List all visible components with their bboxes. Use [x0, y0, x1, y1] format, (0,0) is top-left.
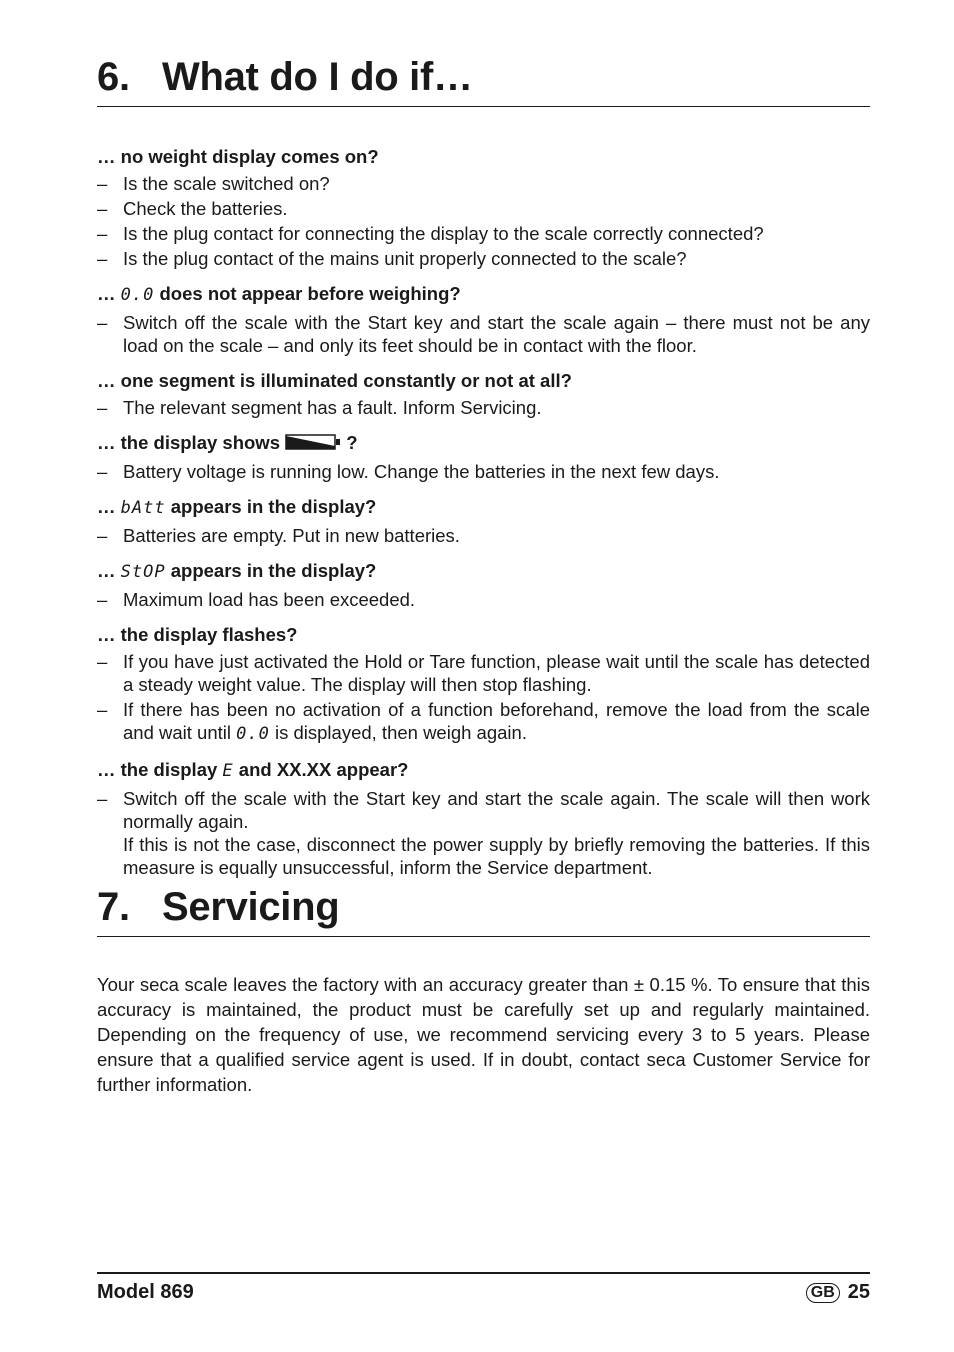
section-7-title: Servicing	[162, 885, 340, 929]
section-6-number: 6.	[97, 55, 130, 99]
faq-list	[97, 145, 870, 891]
q-suffix: does not appear before weighing?	[154, 283, 461, 304]
q-prefix: …	[97, 496, 121, 517]
language-badge: GB	[806, 1283, 840, 1303]
faq-answer: – The relevant segment has a fault. Inform Servicing.	[97, 396, 870, 419]
faq-answer: – Batteries are empty. Put in new batteries.	[97, 524, 870, 547]
q-prefix: … the display shows	[97, 432, 286, 453]
servicing-paragraph: Your seca scale leaves the factory with an accuracy greater than ± 0.15 %. To ensure that this accuracy is maintained, the product must be carefully set up and regularly maintained. Depending on the frequency of use, we recommend servicing every 3 to 5 years. Please ensure that a qualified service agent is used. If in doubt, contact seca Customer Service for further information.	[97, 974, 870, 1095]
page-number: 25	[847, 1281, 870, 1303]
faq-error	[97, 758, 870, 879]
section-6-title: What do I do if…	[162, 55, 473, 99]
faq-answer: – Check the batteries.	[97, 197, 870, 220]
faq-answer: – Is the plug contact for connecting the display to the scale correctly connected?	[97, 222, 870, 245]
faq-batt	[97, 495, 870, 547]
faq-question	[97, 758, 870, 783]
page-footer	[97, 1272, 870, 1304]
lcd-batt-symbol: bAtt	[120, 498, 166, 518]
answer-suffix: is displayed, then weigh again.	[269, 722, 527, 743]
faq-answer: – Maximum load has been exceeded.	[97, 588, 870, 611]
faq-no-weight-display	[97, 145, 870, 270]
faq-question	[97, 559, 870, 584]
faq-answer: – Is the plug contact of the mains unit properly connected to the scale?	[97, 247, 870, 270]
lcd-stop-symbol: StOP	[120, 562, 166, 582]
section-6-heading	[97, 57, 870, 107]
faq-question: … the display flashes?	[97, 624, 298, 645]
q-suffix: appears in the display?	[165, 560, 377, 581]
faq-answer	[97, 787, 870, 879]
lcd-zero-symbol: 0.0	[120, 285, 155, 305]
faq-zero-not-appear	[97, 282, 870, 357]
faq-stop	[97, 559, 870, 611]
faq-question	[97, 282, 870, 307]
section-7-number: 7.	[97, 885, 130, 929]
faq-low-battery	[97, 431, 870, 483]
faq-answer: – Battery voltage is running low. Change the batteries in the next few days.	[97, 460, 870, 483]
faq-question: … one segment is illuminated constantly or not at all?	[97, 370, 572, 391]
q-prefix: …	[97, 560, 121, 581]
q-suffix: ?	[341, 432, 358, 453]
faq-answer: – If you have just activated the Hold or Tare function, please wait until the scale has detected a steady weight value. The display will then stop flashing.	[97, 650, 870, 696]
faq-question	[97, 431, 870, 456]
faq-flashes	[97, 623, 870, 746]
lcd-zero-symbol: 0.0	[236, 724, 270, 744]
faq-answer	[97, 698, 870, 746]
q-prefix: …	[97, 283, 121, 304]
answer-extra: If this is not the case, disconnect the power supply by briefly removing the batteries. If this measure is equally unsuccessful, inform the Service department.	[123, 834, 870, 878]
q-suffix: appears in the display?	[165, 496, 377, 517]
faq-answer: – Is the scale switched on?	[97, 172, 870, 195]
faq-question: … no weight display comes on?	[97, 146, 379, 167]
faq-segment	[97, 369, 870, 419]
section-7-heading	[97, 887, 870, 937]
answer-prefix: If there has been no activation of a function beforehand, remove the load from the scale and wait until	[123, 699, 870, 743]
model-label: Model 869	[97, 1281, 194, 1303]
footer-right	[806, 1281, 870, 1304]
lcd-error-symbol: E	[222, 761, 234, 781]
faq-answer: – Switch off the scale with the Start key and start the scale again – there must not be any load on the scale – and only its feet should be in contact with the floor.	[97, 311, 870, 357]
q-suffix: and XX.XX appear?	[233, 759, 409, 780]
q-prefix: … the display	[97, 759, 223, 780]
answer-text: Switch off the scale with the Start key and start the scale again. The scale will then work normally again.	[123, 788, 870, 832]
faq-question	[97, 495, 870, 520]
low-battery-icon	[285, 433, 341, 456]
